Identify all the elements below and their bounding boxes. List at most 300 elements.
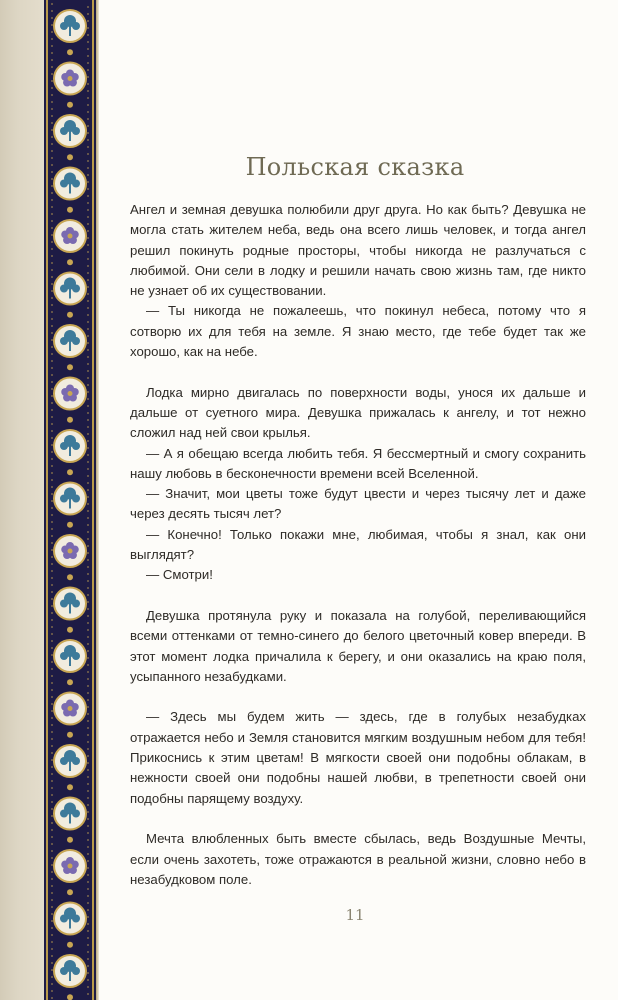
bead xyxy=(87,867,89,869)
bead xyxy=(87,195,89,197)
tree-crown xyxy=(72,442,80,450)
tree-crown xyxy=(72,285,80,293)
flower-medallion-icon xyxy=(53,377,87,411)
bead-divider xyxy=(67,154,73,160)
flower-medallion-icon xyxy=(53,534,87,568)
bead xyxy=(51,675,53,677)
bead xyxy=(51,171,53,173)
dialogue-paragraph: Мечта влюбленных быть вместе сбылась, ведь Воздушные Мечты, если очень захотеть, тоже отражаются в реальной жизни, словно небо в незабудковом поле. xyxy=(130,831,586,887)
bead xyxy=(51,612,53,614)
tree-crown xyxy=(60,810,68,818)
tree-crown xyxy=(60,652,68,660)
bead xyxy=(51,787,53,789)
bead xyxy=(87,139,89,141)
bead xyxy=(87,951,89,953)
bead xyxy=(51,479,53,481)
bead xyxy=(87,496,89,498)
bead xyxy=(51,843,53,845)
tree-medallion-icon xyxy=(53,902,87,936)
bead xyxy=(87,230,89,232)
bead xyxy=(51,318,53,320)
bead xyxy=(51,717,53,719)
bead xyxy=(51,486,53,488)
bead xyxy=(87,622,89,624)
bead xyxy=(51,136,53,138)
bead xyxy=(51,66,53,68)
bead xyxy=(87,223,89,225)
tree-crown xyxy=(60,495,68,503)
bead xyxy=(87,412,89,414)
bead xyxy=(87,713,89,715)
bead xyxy=(87,244,89,246)
bead-divider xyxy=(67,994,73,1000)
tree-medallion-icon xyxy=(53,272,87,306)
bead xyxy=(87,118,89,120)
tree-medallion-icon xyxy=(53,797,87,831)
bead xyxy=(51,262,53,264)
bead xyxy=(87,895,89,897)
tree-crown xyxy=(72,967,80,975)
bead xyxy=(51,129,53,131)
bead xyxy=(87,391,89,393)
bead xyxy=(51,689,53,691)
bead xyxy=(51,10,53,12)
flower-medallion-icon xyxy=(53,692,87,726)
bead xyxy=(87,748,89,750)
bead xyxy=(87,314,89,316)
bead xyxy=(51,556,53,558)
bead-divider xyxy=(67,417,73,423)
bead xyxy=(87,839,89,841)
bead xyxy=(51,493,53,495)
tree-crown xyxy=(60,442,68,450)
bead xyxy=(87,34,89,36)
tree-medallion-icon xyxy=(53,167,87,201)
bead xyxy=(51,983,53,985)
bead xyxy=(51,346,53,348)
bead xyxy=(51,780,53,782)
bead xyxy=(87,349,89,351)
bead xyxy=(51,633,53,635)
bead-divider xyxy=(67,627,73,633)
bead xyxy=(51,920,53,922)
bead xyxy=(51,227,53,229)
bead xyxy=(51,31,53,33)
bead xyxy=(51,17,53,19)
bead xyxy=(87,657,89,659)
bead xyxy=(87,972,89,974)
tree-crown xyxy=(72,915,80,923)
bead xyxy=(51,192,53,194)
bead xyxy=(51,24,53,26)
dialogue-paragraph: — Смотри! xyxy=(146,567,213,583)
bead xyxy=(87,573,89,575)
dialogue-paragraph: Девушка протянула руку и показала на голубой, переливающийся всеми оттенками от темно-синего до белого цветочный ковер впереди. В этот момент лодка причалила к берегу, и они оказались на краю поля, усыпанного незабудками. xyxy=(130,607,586,684)
bead xyxy=(51,962,53,964)
page-title: Польская сказка xyxy=(245,153,465,181)
paragraph-gap xyxy=(130,586,586,606)
bead xyxy=(51,766,53,768)
bead xyxy=(87,356,89,358)
bead xyxy=(51,934,53,936)
bead xyxy=(51,521,53,523)
bead xyxy=(51,178,53,180)
bead xyxy=(51,815,53,817)
bead xyxy=(87,580,89,582)
bead xyxy=(87,818,89,820)
bead xyxy=(51,969,53,971)
tree-crown xyxy=(60,967,68,975)
bead xyxy=(87,762,89,764)
bead xyxy=(51,101,53,103)
bead xyxy=(87,174,89,176)
tree-crown xyxy=(60,600,68,608)
bead xyxy=(87,202,89,204)
bead xyxy=(51,696,53,698)
bead xyxy=(87,286,89,288)
bead xyxy=(51,430,53,432)
tree-medallion-icon xyxy=(53,954,87,988)
bead xyxy=(51,913,53,915)
bead xyxy=(51,381,53,383)
bead xyxy=(87,188,89,190)
bead xyxy=(51,185,53,187)
paper-margin xyxy=(0,0,44,1000)
bead xyxy=(51,871,53,873)
bead xyxy=(87,888,89,890)
bead xyxy=(51,290,53,292)
bead xyxy=(51,801,53,803)
bead xyxy=(87,293,89,295)
bead xyxy=(51,598,53,600)
bead xyxy=(51,745,53,747)
bead xyxy=(51,108,53,110)
bead xyxy=(87,832,89,834)
bead xyxy=(87,937,89,939)
bead xyxy=(87,342,89,344)
bead xyxy=(87,83,89,85)
tree-medallion-icon xyxy=(53,9,87,43)
bead xyxy=(87,328,89,330)
bead xyxy=(87,132,89,134)
bead xyxy=(51,591,53,593)
tree-medallion-icon xyxy=(53,429,87,463)
dialogue-paragraph: — Ты никогда не пожалеешь, что покинул небеса, потому что я сотворю их для тебя на земле. Я знаю место, где тебе будет так же хорошо, как на небе. xyxy=(130,303,586,360)
flower-medallion-icon xyxy=(53,849,87,883)
bead xyxy=(87,993,89,995)
flower-medallion-icon xyxy=(53,219,87,253)
bead xyxy=(51,836,53,838)
story-text xyxy=(130,200,586,890)
tree-medallion-icon xyxy=(53,587,87,621)
bead xyxy=(87,629,89,631)
bead xyxy=(87,125,89,127)
tree-crown xyxy=(72,495,80,503)
tree-medallion-icon xyxy=(53,482,87,516)
bead xyxy=(87,300,89,302)
bead xyxy=(87,769,89,771)
bead xyxy=(87,62,89,64)
bead xyxy=(51,73,53,75)
bead xyxy=(87,377,89,379)
border-line-right xyxy=(92,0,94,1000)
bead xyxy=(51,605,53,607)
bead xyxy=(87,986,89,988)
bead xyxy=(87,181,89,183)
bead xyxy=(87,426,89,428)
bead-divider xyxy=(67,207,73,213)
bead xyxy=(51,997,53,999)
bead xyxy=(87,398,89,400)
bead xyxy=(87,692,89,694)
bead xyxy=(87,636,89,638)
paragraph-gap xyxy=(130,809,586,829)
bead xyxy=(51,45,53,47)
bead xyxy=(87,741,89,743)
bead xyxy=(87,678,89,680)
flower-center xyxy=(68,549,73,554)
bead xyxy=(87,307,89,309)
bead xyxy=(51,899,53,901)
bead-divider xyxy=(67,942,73,948)
bead xyxy=(51,857,53,859)
bead xyxy=(51,339,53,341)
tree-crown xyxy=(72,652,80,660)
bead xyxy=(87,97,89,99)
bead xyxy=(51,794,53,796)
bead xyxy=(51,395,53,397)
bead xyxy=(51,409,53,411)
ornament-pattern xyxy=(44,0,96,1000)
bead xyxy=(87,874,89,876)
bead xyxy=(87,776,89,778)
bead xyxy=(51,885,53,887)
bead xyxy=(87,846,89,848)
bead xyxy=(51,311,53,313)
bead xyxy=(87,363,89,365)
bead-divider xyxy=(67,259,73,265)
bead xyxy=(87,965,89,967)
flower-center xyxy=(68,706,73,711)
tree-medallion-icon xyxy=(53,639,87,673)
bead xyxy=(87,48,89,50)
bead xyxy=(51,402,53,404)
bead-divider xyxy=(67,469,73,475)
bead xyxy=(51,374,53,376)
bead xyxy=(87,13,89,15)
flower-center xyxy=(68,234,73,239)
bead-divider xyxy=(67,574,73,580)
bead xyxy=(87,643,89,645)
bead xyxy=(51,724,53,726)
bead xyxy=(87,811,89,813)
tree-crown xyxy=(72,337,80,345)
bead xyxy=(87,216,89,218)
bead xyxy=(51,864,53,866)
bead xyxy=(87,538,89,540)
bead xyxy=(51,199,53,201)
bead-divider xyxy=(67,522,73,528)
bead xyxy=(87,594,89,596)
bead xyxy=(87,944,89,946)
bead xyxy=(87,734,89,736)
bead xyxy=(51,367,53,369)
bead xyxy=(51,948,53,950)
bead xyxy=(87,664,89,666)
bead-divider xyxy=(67,364,73,370)
bead xyxy=(51,738,53,740)
tree-crown xyxy=(60,757,68,765)
dialogue-paragraph: — Здесь мы будем жить — здесь, где в голубых незабудках отражается небо и Земля становится мягким воздушным небом для тебя! Прикоснись к этим цветам! В мягкости своей они подобны облакам, в нежности своей они подобны нашей любви, в трепетности своей они подобны парящему воздуху. xyxy=(130,709,586,806)
bead xyxy=(87,440,89,442)
bead xyxy=(51,150,53,152)
bead xyxy=(51,206,53,208)
bead xyxy=(51,955,53,957)
tree-crown xyxy=(60,22,68,30)
bead-divider xyxy=(67,889,73,895)
tree-crown xyxy=(60,285,68,293)
flower-center xyxy=(68,864,73,869)
bead xyxy=(51,283,53,285)
bead xyxy=(51,647,53,649)
tree-crown xyxy=(60,915,68,923)
bead xyxy=(87,447,89,449)
bead xyxy=(51,829,53,831)
bead-divider xyxy=(67,49,73,55)
bead xyxy=(87,545,89,547)
bead xyxy=(87,475,89,477)
bead xyxy=(87,167,89,169)
paragraph-gap xyxy=(130,362,586,382)
tree-medallion-icon xyxy=(53,744,87,778)
bead xyxy=(87,552,89,554)
bead xyxy=(87,454,89,456)
tree-crown xyxy=(72,757,80,765)
bead xyxy=(87,881,89,883)
bead xyxy=(51,892,53,894)
bead xyxy=(87,41,89,43)
bead xyxy=(87,461,89,463)
bead xyxy=(51,437,53,439)
dialogue-paragraph: — Значит, мои цветы тоже будут цвести и через тысячу лет и даже через десять тысяч лет? xyxy=(130,486,586,522)
paragraph: Ангел и земная девушка полюбили друг друга. Но как быть? Девушка не могла стать жителем неба, ведь она всего лишь человек, и тогда ангел решил покинуть родные просторы, чтобы никогда не разлучаться с любимой. Они сели в лодку и решили начать свою жизнь там, где никто не узнает об их существовании. xyxy=(130,202,586,299)
bead xyxy=(51,731,53,733)
bead xyxy=(87,783,89,785)
bead xyxy=(51,850,53,852)
bead xyxy=(87,979,89,981)
bead xyxy=(87,650,89,652)
bead xyxy=(51,878,53,880)
bead xyxy=(51,535,53,537)
bead xyxy=(51,325,53,327)
paragraph-gap xyxy=(130,687,586,707)
bead xyxy=(87,160,89,162)
bead xyxy=(87,804,89,806)
dialogue-paragraph: — Конечно! Только покажи мне, любимая, чтобы я знал, как они выглядят? xyxy=(130,526,586,563)
tree-crown xyxy=(72,127,80,135)
bead xyxy=(87,860,89,862)
bead xyxy=(51,416,53,418)
bead xyxy=(87,706,89,708)
bead xyxy=(87,517,89,519)
tree-crown xyxy=(72,810,80,818)
bead xyxy=(51,759,53,761)
tree-crown xyxy=(72,22,80,30)
bead xyxy=(87,524,89,526)
bead xyxy=(87,146,89,148)
page-number: 11 xyxy=(345,906,365,924)
bead xyxy=(87,608,89,610)
bead xyxy=(51,80,53,82)
bead xyxy=(87,251,89,253)
bead xyxy=(51,3,53,5)
bead xyxy=(51,465,53,467)
bead xyxy=(51,143,53,145)
bead xyxy=(51,451,53,453)
bead xyxy=(51,234,53,236)
bead xyxy=(87,531,89,533)
bead xyxy=(51,423,53,425)
bead xyxy=(87,405,89,407)
bead xyxy=(87,69,89,71)
bead xyxy=(87,489,89,491)
bead xyxy=(87,272,89,274)
bead xyxy=(51,542,53,544)
bead-divider xyxy=(67,784,73,790)
bead xyxy=(87,335,89,337)
bead xyxy=(51,157,53,159)
bead xyxy=(51,703,53,705)
bead xyxy=(87,559,89,561)
bead xyxy=(87,510,89,512)
bead xyxy=(87,370,89,372)
bead xyxy=(51,59,53,61)
bead-divider xyxy=(67,102,73,108)
bead xyxy=(87,909,89,911)
bead xyxy=(51,661,53,663)
bead xyxy=(51,388,53,390)
bead xyxy=(51,220,53,222)
bead xyxy=(51,276,53,278)
bead xyxy=(51,577,53,579)
bead xyxy=(51,927,53,929)
bead xyxy=(87,923,89,925)
bead xyxy=(51,682,53,684)
bead-divider xyxy=(67,679,73,685)
tree-crown xyxy=(60,337,68,345)
bead xyxy=(87,902,89,904)
bead xyxy=(87,468,89,470)
bead xyxy=(87,419,89,421)
bead xyxy=(51,38,53,40)
bead xyxy=(87,790,89,792)
flower-medallion-icon xyxy=(53,62,87,96)
bead xyxy=(51,906,53,908)
bead xyxy=(51,514,53,516)
bead-divider xyxy=(67,312,73,318)
bead xyxy=(87,433,89,435)
bead xyxy=(87,671,89,673)
page-edge xyxy=(96,0,99,1000)
bead xyxy=(87,482,89,484)
bead xyxy=(87,755,89,757)
bead xyxy=(87,699,89,701)
tree-crown xyxy=(72,600,80,608)
bead xyxy=(87,853,89,855)
ornamental-border xyxy=(44,0,96,1000)
bead xyxy=(51,549,53,551)
bead xyxy=(51,626,53,628)
